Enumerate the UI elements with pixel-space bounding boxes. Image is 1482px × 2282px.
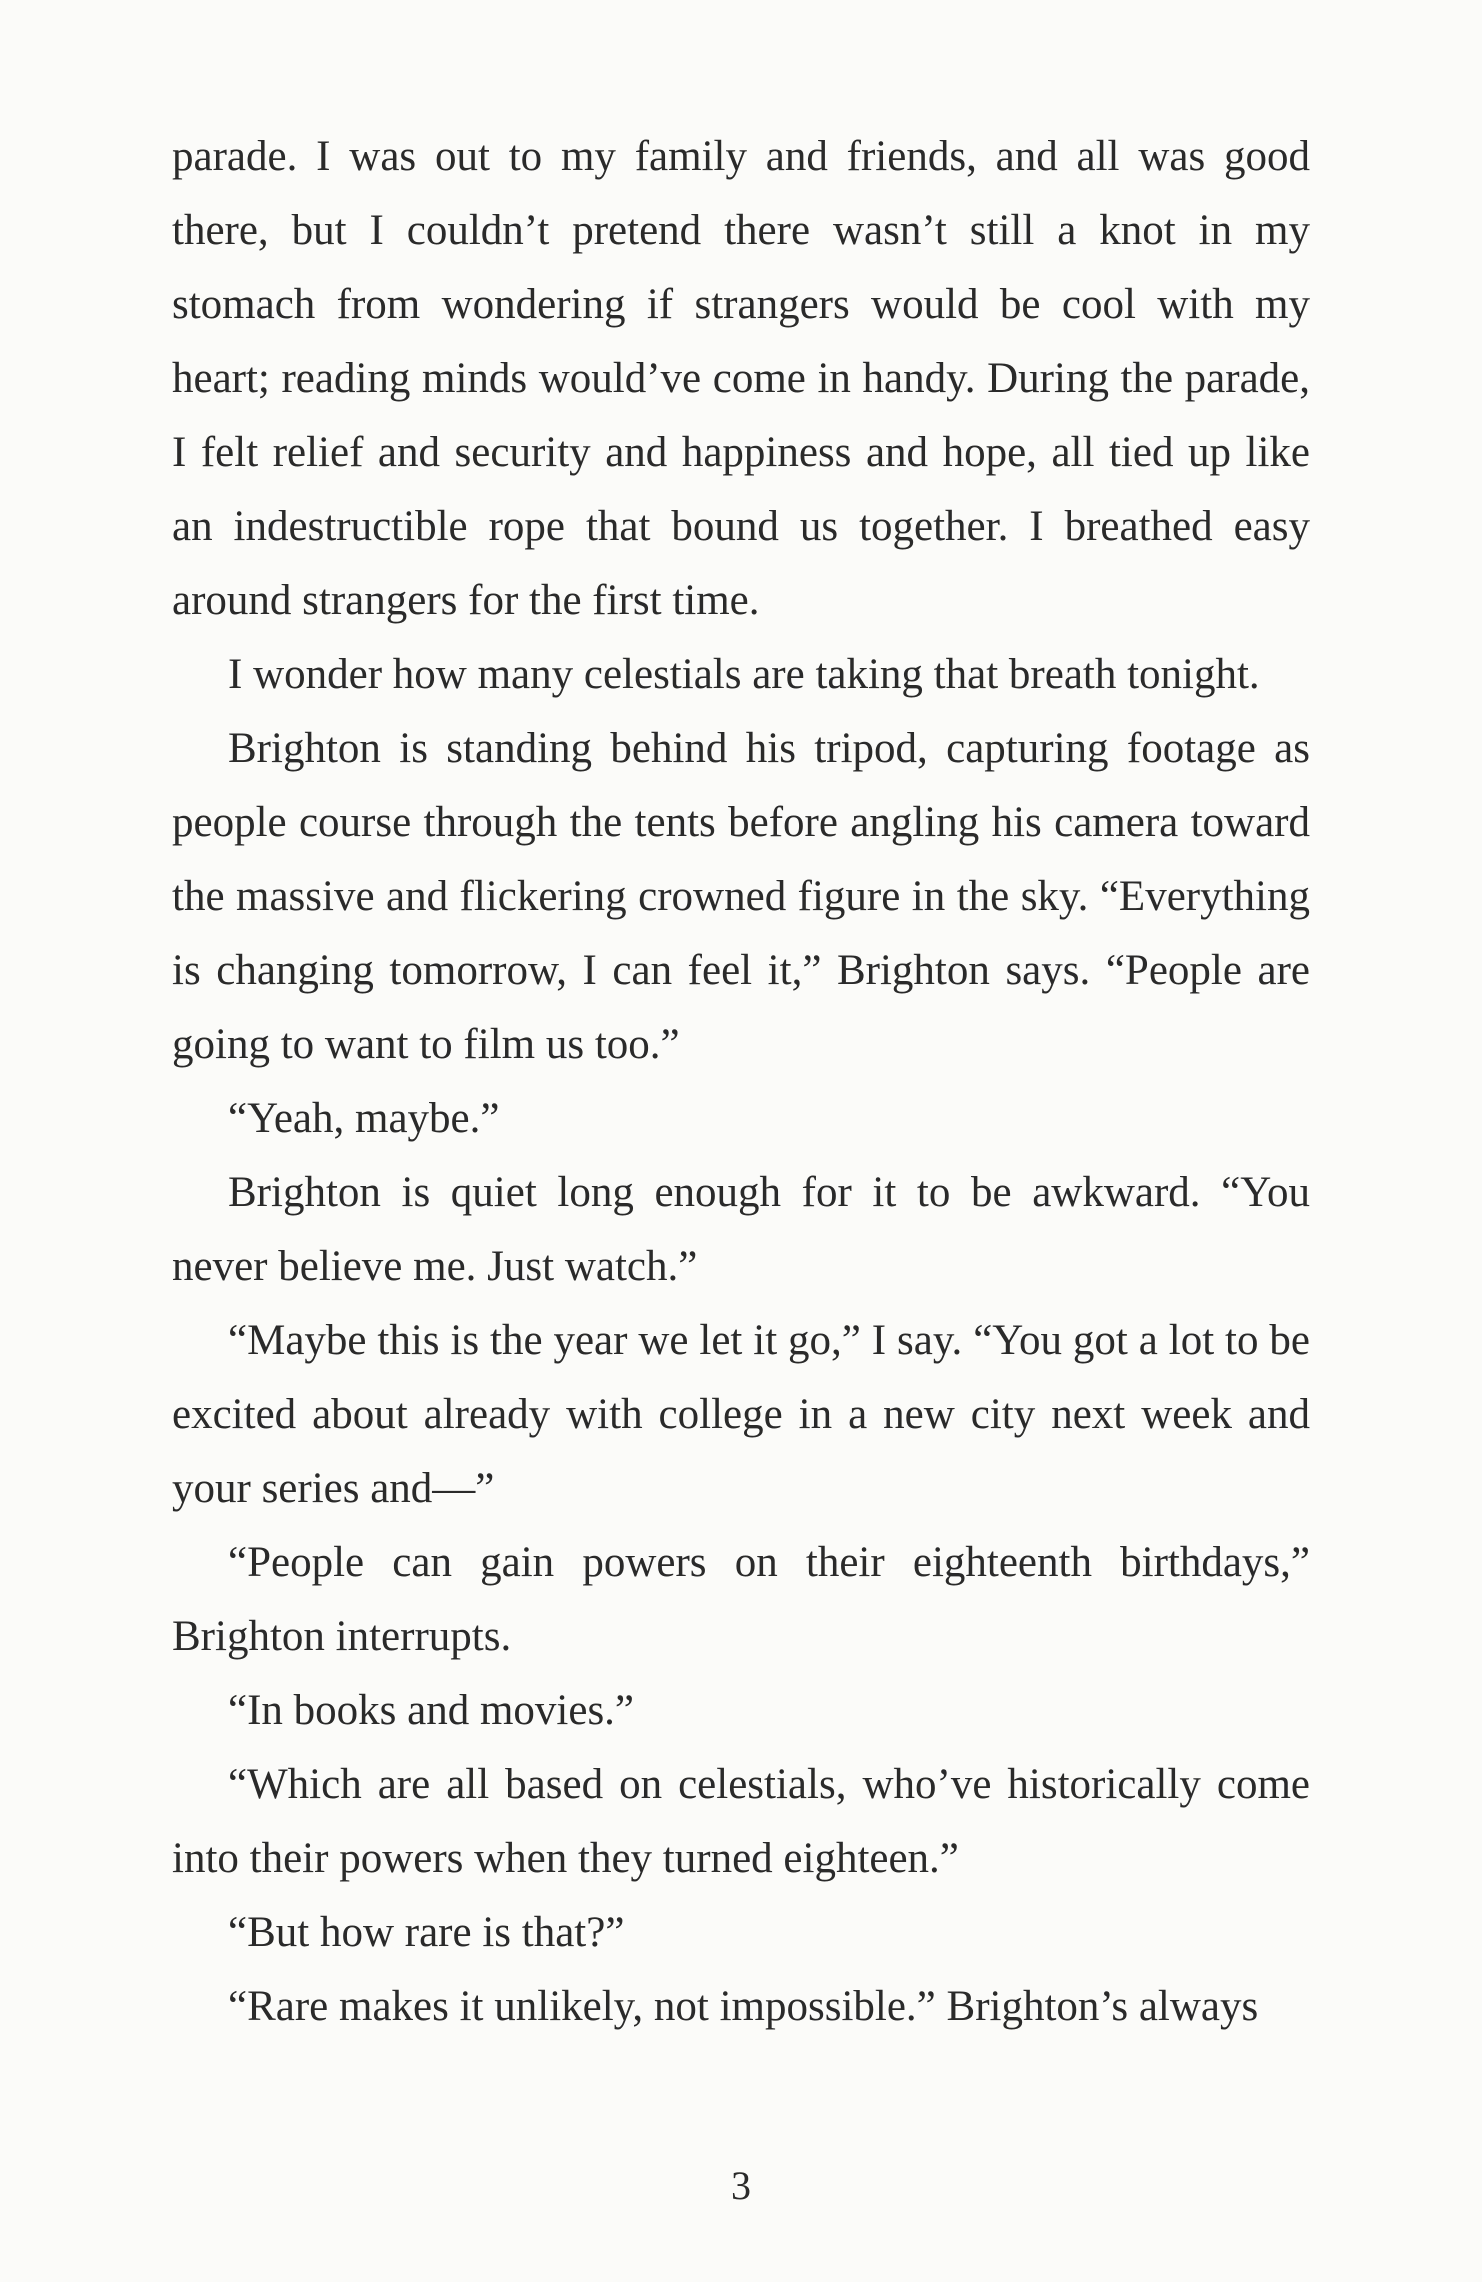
paragraph: “Rare makes it unlikely, not impossible.” Brighton’s always — [228, 1983, 1259, 2030]
page-number: 3 — [731, 2163, 751, 2208]
paragraph: “Yeah, maybe.” — [228, 1095, 500, 1142]
paragraph: Brighton is standing behind his tripod, capturing footage as people course through the tents before angling his camera toward the massive and flickering crowned figure in the sky. “Everything is changing tomorrow, I can feel it,” Brighton says. “People are going to want to film us too.” — [172, 725, 1310, 1068]
paragraph: Brighton is quiet long enough for it to be awkward. “You never believe me. Just watch.” — [172, 1169, 1310, 1290]
paragraph: “In books and movies.” — [228, 1687, 635, 1734]
page-body — [172, 120, 1310, 2044]
paragraph: parade. I was out to my family and friends, and all was good there, but I couldn’t pretend there wasn’t still a knot in my stomach from wondering if strangers would be cool with my heart; reading minds would’ve come in handy. During the parade, I felt relief and security and happiness and hope, all tied up like an indestructible rope that bound us together. I breathed easy around strangers for the first time. — [172, 133, 1310, 624]
paragraph: “But how rare is that?” — [228, 1909, 625, 1956]
paragraph: “Which are all based on celestials, who’ve historically come into their powers when they turned eighteen.” — [172, 1761, 1310, 1882]
paragraph: “Maybe this is the year we let it go,” I say. “You got a lot to be excited about already with college in a new city next week and your series and—” — [172, 1317, 1310, 1512]
paragraph: “People can gain powers on their eighteenth birthdays,” Brighton interrupts. — [172, 1539, 1310, 1660]
paragraph: I wonder how many celestials are taking that breath tonight. — [228, 651, 1260, 698]
